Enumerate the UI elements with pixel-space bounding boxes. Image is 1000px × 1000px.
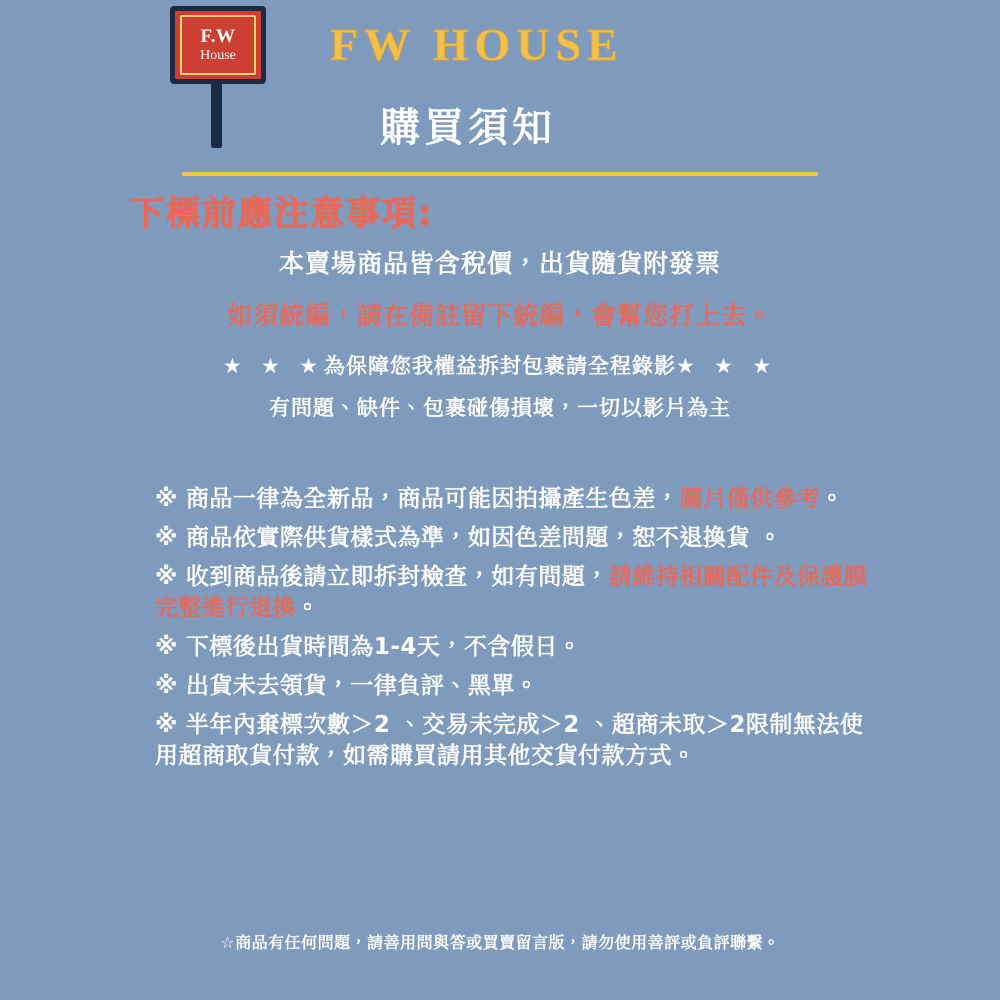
list-item	[155, 562, 875, 624]
notes-list	[155, 484, 875, 780]
logo-text-top: F.W	[200, 25, 236, 47]
list-item	[155, 484, 875, 515]
stars-left: ★ ★ ★	[222, 354, 324, 378]
fw-house-logo	[170, 6, 270, 146]
page-title: 購買須知	[380, 105, 556, 151]
header-divider	[182, 172, 818, 176]
footer-note: ☆商品有任何問題，請善用問與答或買賣留言版，請勿使用善評或負評聯繫。	[220, 933, 780, 952]
note-mark: ※	[155, 564, 178, 591]
intro-line-2: 如須統編，請在備註留下統編，會幫您打上去。	[226, 301, 773, 330]
note-mark: ※	[155, 486, 178, 512]
note-tail: 。	[296, 595, 320, 622]
intro-line-3	[0, 350, 1000, 380]
intro-line-3-text: 為保障您我權益拆封包裹請全程錄影	[324, 354, 676, 378]
intro-block	[0, 244, 1000, 422]
note-highlight: 圖片僅供參考	[679, 486, 821, 512]
brand-title: FW HOUSE	[330, 19, 624, 70]
note-text: 出貨未去領貨，一律負評、黑單。	[185, 673, 539, 700]
logo-post-icon	[211, 82, 222, 148]
note-text: 收到商品後請立即拆封檢查，如有問題，	[185, 564, 609, 591]
stars-right: ★ ★ ★	[676, 354, 778, 378]
list-item	[155, 671, 875, 702]
note-mark: ※	[155, 634, 178, 661]
logo-text-bottom: House	[200, 47, 236, 63]
logo-sign-icon	[170, 6, 266, 84]
intro-line-4: 有問題、缺件、包裹碰傷損壞，一切以影片為主	[269, 396, 731, 420]
note-mark: ※	[155, 673, 178, 700]
logo-sign-inner	[180, 15, 256, 75]
list-item	[155, 710, 875, 772]
note-text: 下標後出貨時間為1-4天，不含假日。	[185, 634, 582, 661]
intro-line-1: 本賣場商品皆含稅價，出貨隨貨附發票	[278, 249, 721, 278]
note-text: 商品依實際供貨樣式為準，如因色差問題，恕不退換貨 。	[185, 525, 782, 552]
list-item	[155, 632, 875, 663]
note-mark: ※	[155, 525, 178, 552]
note-mark: ※	[155, 712, 178, 739]
note-text: 半年內棄標次數＞2 、交易未完成＞2 、超商未取＞2限制無法使用超商取貨付款，如需購買請用其他交貨付款方式。	[155, 712, 864, 770]
note-tail: 。	[820, 486, 844, 512]
note-text: 商品一律為全新品，商品可能因拍攝產生色差，	[185, 486, 680, 512]
list-item	[155, 523, 875, 554]
poster-header	[0, 0, 1000, 160]
note-highlight: 請維持相關配件及保護膜完整進行退換	[155, 564, 868, 622]
section-heading: 下標前應注意事項:	[130, 194, 434, 234]
